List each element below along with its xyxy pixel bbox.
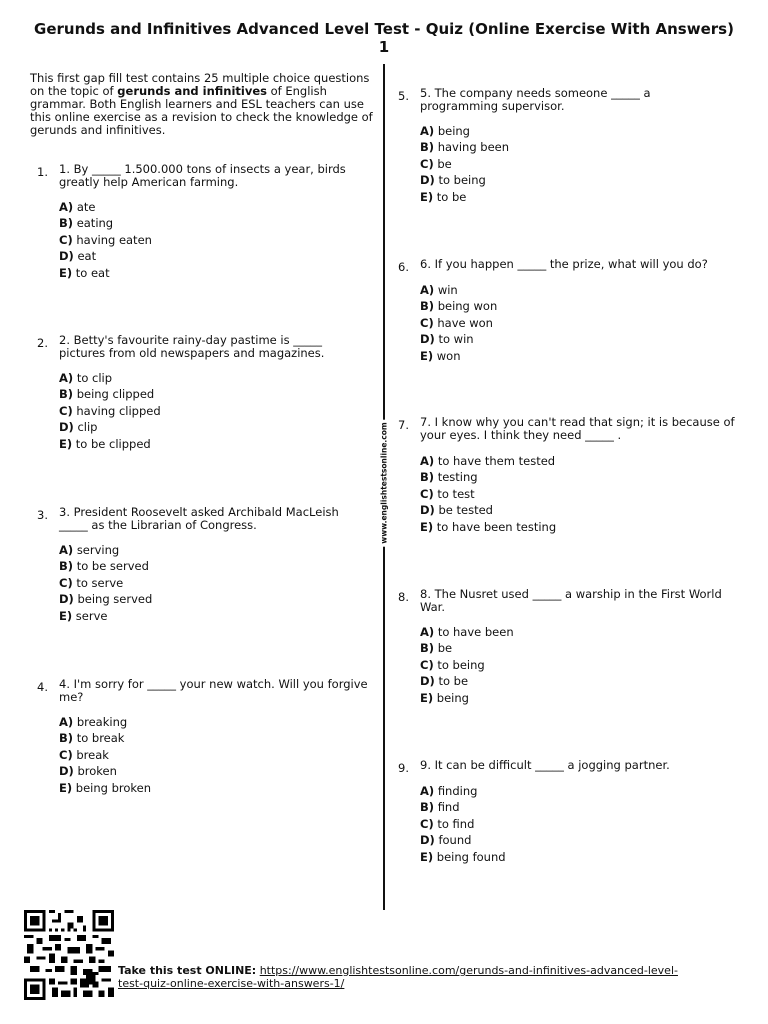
option-letter: E) (420, 189, 434, 204)
option-a[interactable] (59, 714, 151, 730)
intro-text-2: of English grammar. Both English learners and ESL teachers can use this online exercise as a revision to check the knowledge of gerunds and infinitives. (30, 84, 373, 137)
option-letter: B) (420, 470, 435, 485)
option-letter: D) (59, 249, 74, 264)
question-number: 9. (398, 761, 409, 775)
option-letter: B) (59, 731, 74, 746)
intro-paragraph (30, 72, 378, 137)
option-a[interactable] (59, 199, 152, 215)
option-a[interactable] (420, 123, 509, 139)
option-text: breaking (76, 715, 128, 729)
title-text: Gerunds and Infinitives Advanced Level Test - Quiz (Online Exercise With Answers) (34, 20, 734, 38)
option-text: to clip (76, 371, 113, 385)
option-d[interactable] (420, 172, 509, 188)
option-letter: B) (420, 299, 435, 314)
option-letter: C) (420, 315, 434, 330)
option-text: won (436, 348, 461, 363)
option-letter: A) (420, 454, 435, 468)
option-e[interactable] (420, 348, 497, 364)
option-letter: B) (59, 387, 74, 402)
option-letter: E) (420, 519, 434, 534)
option-letter: E) (59, 608, 73, 623)
option-c[interactable] (59, 575, 152, 591)
question-number: 4. (37, 680, 48, 694)
option-b[interactable] (59, 386, 161, 402)
option-text: being clipped (76, 387, 155, 402)
option-text: to eat (75, 265, 110, 280)
option-b[interactable] (420, 640, 514, 656)
option-d[interactable] (420, 331, 497, 347)
option-text: being (436, 690, 469, 705)
option-e[interactable] (59, 608, 152, 624)
option-letter: A) (420, 784, 435, 798)
option-text: to being (438, 173, 486, 188)
option-letter: B) (59, 559, 74, 574)
footer-link[interactable]: https://www.englishtestsonline.com/gerunds-and-infinitives-advanced-level-test-quiz-online-exercise-with-answers-1/ (118, 964, 678, 990)
question-number: 5. (398, 89, 409, 103)
option-text: serve (75, 608, 108, 623)
option-letter: E) (420, 690, 434, 705)
option-letter: A) (59, 200, 74, 214)
options-list (420, 123, 509, 205)
options-list (420, 624, 514, 706)
qr-code-icon[interactable] (24, 910, 114, 1000)
option-text: being broken (75, 780, 152, 795)
question-text: 1. By _____ 1.500.000 tons of insects a year, birds greatly help American farming. (59, 162, 346, 189)
option-letter: C) (420, 156, 434, 171)
option-d[interactable] (59, 419, 161, 435)
option-d[interactable] (59, 248, 152, 264)
option-text: to break (76, 731, 125, 746)
option-letter: A) (59, 543, 74, 557)
options-list (420, 783, 506, 865)
page-title (10, 20, 758, 56)
option-e[interactable] (420, 849, 506, 865)
option-text: being found (436, 849, 506, 864)
option-text: to have them tested (437, 454, 556, 468)
option-d[interactable] (420, 673, 514, 689)
option-text: to be (438, 674, 469, 689)
option-a[interactable] (420, 624, 514, 640)
option-text: win (437, 283, 458, 297)
side-watermark-text: www.englishtestsonline.com (380, 419, 389, 546)
intro-text-1: This first gap fill test contains 25 multiple choice questions on the topic of (30, 71, 370, 98)
option-letter: D) (420, 833, 435, 848)
option-letter: D) (420, 332, 435, 347)
option-a[interactable] (420, 783, 506, 799)
option-c[interactable] (420, 315, 497, 331)
option-text: broken (77, 764, 117, 779)
question-text: 6. If you happen _____ the prize, what will you do? (420, 257, 708, 271)
option-text: have won (437, 315, 493, 330)
option-b[interactable] (59, 558, 152, 574)
option-letter: A) (59, 371, 74, 385)
footer (118, 965, 698, 990)
option-text: be (437, 156, 452, 171)
question-number: 7. (398, 418, 409, 432)
option-text: to test (437, 486, 475, 501)
option-d[interactable] (59, 591, 152, 607)
option-letter: B) (420, 641, 435, 656)
option-text: ate (76, 200, 96, 214)
option-letter: E) (59, 780, 73, 795)
option-e[interactable] (420, 189, 509, 205)
option-text: be (437, 641, 453, 656)
question-number: 3. (37, 508, 48, 522)
option-c[interactable] (420, 816, 506, 832)
option-e[interactable] (59, 265, 152, 281)
option-letter: D) (420, 173, 435, 188)
option-text: to be served (76, 559, 149, 574)
option-letter: E) (420, 348, 434, 363)
option-text: having been (437, 140, 510, 155)
option-text: being (437, 124, 470, 138)
option-text: being won (437, 299, 498, 314)
question-text: 4. I'm sorry for _____ your new watch. Will you forgive me? (59, 677, 368, 704)
option-a[interactable] (59, 542, 152, 558)
option-c[interactable] (59, 747, 151, 763)
option-c[interactable] (420, 156, 509, 172)
option-letter: E) (420, 849, 434, 864)
question-number: 2. (37, 336, 48, 350)
option-letter: D) (59, 420, 74, 435)
options-list (59, 714, 151, 796)
option-letter: D) (420, 503, 435, 518)
question-text: 9. It can be difficult _____ a jogging partner. (420, 758, 670, 772)
question-text: 7. I know why you can't read that sign; it is because of your eyes. I think they need _____ . (420, 415, 735, 442)
option-text: eating (76, 216, 114, 231)
option-letter: C) (59, 747, 73, 762)
option-text: to serve (76, 575, 124, 590)
intro-bold: gerunds and infinitives (117, 84, 267, 98)
option-text: to have been (437, 625, 514, 639)
option-text: break (76, 747, 109, 762)
option-letter: C) (420, 657, 434, 672)
option-text: to be clipped (75, 436, 151, 451)
options-list (420, 282, 497, 364)
options-list (59, 542, 152, 624)
option-letter: D) (59, 592, 74, 607)
footer-label: Take this test ONLINE: (118, 964, 257, 977)
option-letter: B) (420, 800, 435, 815)
option-text: to have been testing (436, 519, 557, 534)
option-text: eat (77, 249, 97, 264)
option-e[interactable] (420, 690, 514, 706)
option-text: find (437, 800, 460, 815)
question-text: 2. Betty's favourite rainy-day pastime is _____ pictures from old newspapers and magazines. (59, 333, 325, 360)
option-letter: D) (420, 674, 435, 689)
option-e[interactable] (59, 436, 161, 452)
option-b[interactable] (420, 298, 497, 314)
option-a[interactable] (59, 370, 161, 386)
option-text: serving (76, 543, 120, 557)
option-letter: A) (420, 124, 435, 138)
option-c[interactable] (59, 232, 152, 248)
option-text: to being (437, 657, 485, 672)
option-text: testing (437, 470, 478, 485)
option-c[interactable] (420, 486, 556, 502)
option-letter: C) (59, 403, 73, 418)
option-text: finding (437, 784, 478, 798)
option-e[interactable] (420, 519, 556, 535)
option-b[interactable] (59, 730, 151, 746)
option-letter: C) (420, 816, 434, 831)
option-letter: A) (420, 625, 435, 639)
option-b[interactable] (59, 215, 152, 231)
options-list (59, 370, 161, 452)
option-text: found (438, 833, 472, 848)
option-text: having clipped (76, 403, 161, 418)
option-letter: A) (59, 715, 74, 729)
option-e[interactable] (59, 780, 151, 796)
option-d[interactable] (59, 763, 151, 779)
option-text: be tested (438, 503, 493, 518)
option-letter: E) (59, 436, 73, 451)
option-d[interactable] (420, 502, 556, 518)
question-text: 5. The company needs someone _____ a programming supervisor. (420, 86, 651, 113)
option-b[interactable] (420, 799, 506, 815)
option-letter: C) (59, 232, 73, 247)
option-b[interactable] (420, 139, 509, 155)
option-letter: D) (59, 764, 74, 779)
option-text: to find (437, 816, 475, 831)
question-number: 6. (398, 260, 409, 274)
option-b[interactable] (420, 469, 556, 485)
option-d[interactable] (420, 832, 506, 848)
option-a[interactable] (420, 453, 556, 469)
option-a[interactable] (420, 282, 497, 298)
page-number: 1 (378, 38, 390, 56)
option-text: having eaten (76, 232, 152, 247)
option-letter: C) (420, 486, 434, 501)
question-number: 1. (37, 165, 48, 179)
option-letter: B) (420, 140, 435, 155)
question-text: 8. The Nusret used _____ a warship in the First World War. (420, 587, 722, 614)
options-list (59, 199, 152, 281)
option-c[interactable] (59, 403, 161, 419)
option-letter: A) (420, 283, 435, 297)
option-c[interactable] (420, 657, 514, 673)
question-text: 3. President Roosevelt asked Archibald MacLeish _____ as the Librarian of Congress. (59, 505, 339, 532)
question-number: 8. (398, 590, 409, 604)
option-text: clip (77, 420, 98, 435)
option-letter: E) (59, 265, 73, 280)
option-letter: C) (59, 575, 73, 590)
option-letter: B) (59, 216, 74, 231)
option-text: to win (438, 332, 474, 347)
option-text: to be (436, 189, 467, 204)
options-list (420, 453, 556, 535)
option-text: being served (77, 592, 153, 607)
